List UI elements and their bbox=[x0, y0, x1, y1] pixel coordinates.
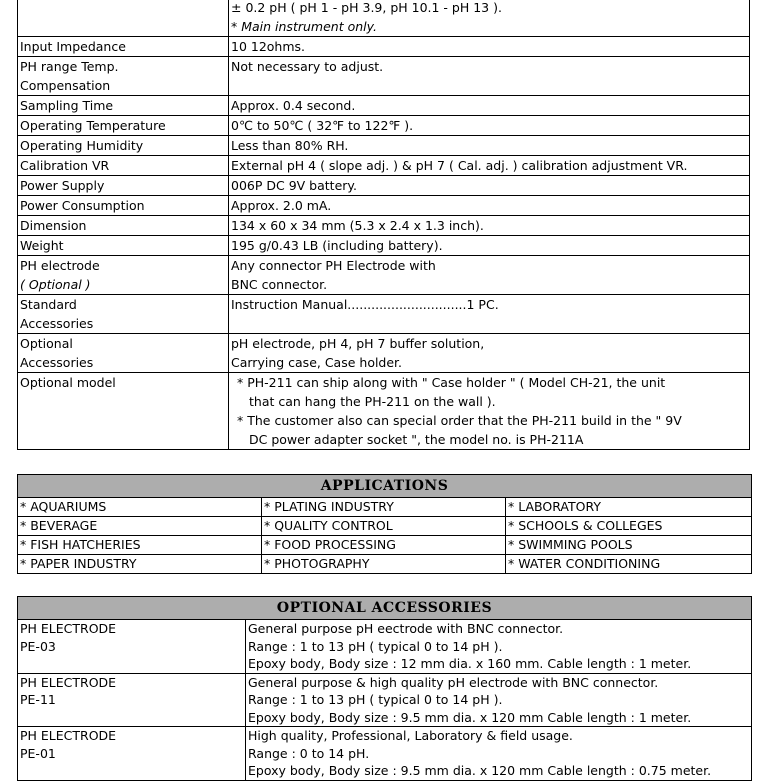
applications-grid bbox=[18, 498, 751, 573]
spec-label bbox=[18, 334, 229, 373]
spec-row-optional-model bbox=[18, 373, 750, 450]
application-item: * PLATING INDUSTRY bbox=[262, 498, 506, 517]
spec-label bbox=[18, 256, 229, 295]
spec-label-text: Compensation bbox=[20, 78, 111, 93]
spec-label-text: Standard bbox=[20, 297, 77, 312]
accessory-name: PH ELECTRODE bbox=[20, 621, 117, 636]
spec-label bbox=[18, 0, 229, 37]
spec-label-text: Accessories bbox=[20, 316, 94, 331]
application-item: * SWIMMING POOLS bbox=[506, 536, 751, 555]
spec-row-optional-accessories bbox=[18, 334, 750, 373]
spec-value: Approx. 2.0 mA. bbox=[229, 196, 750, 216]
spec-label: Input Impedance bbox=[18, 37, 229, 57]
spec-row-accuracy bbox=[18, 0, 750, 37]
spec-row bbox=[18, 37, 750, 57]
spec-value bbox=[229, 0, 750, 37]
accessory-desc-line: Range : 1 to 13 pH ( typical 0 to 14 pH ). bbox=[248, 692, 503, 707]
spec-label-text: PH range Temp. bbox=[20, 59, 119, 74]
specifications-table bbox=[17, 0, 750, 450]
plus-minus-symbol: ± bbox=[231, 0, 242, 15]
optional-accessories-section bbox=[17, 596, 752, 781]
spec-value: 10 12ohms. bbox=[229, 37, 750, 57]
spec-label: Power Consumption bbox=[18, 196, 229, 216]
spec-row bbox=[18, 96, 750, 116]
application-item: * QUALITY CONTROL bbox=[262, 517, 506, 536]
spec-row bbox=[18, 116, 750, 136]
spec-value-text: BNC connector. bbox=[231, 277, 328, 292]
accessory-desc-line: High quality, Professional, Laboratory & field usage. bbox=[248, 728, 573, 743]
accessory-desc-line: Epoxy body, Body size : 9.5 mm dia. x 120 mm Cable length : 1 meter. bbox=[248, 709, 692, 725]
spec-row bbox=[18, 196, 750, 216]
spec-row bbox=[18, 136, 750, 156]
spec-value: Not necessary to adjust. bbox=[229, 57, 750, 96]
accessory-name: PH ELECTRODE bbox=[20, 728, 117, 743]
spec-value: 006P DC 9V battery. bbox=[229, 176, 750, 196]
spec-row bbox=[18, 236, 750, 256]
spec-value bbox=[229, 373, 750, 450]
accessory-desc-line: Epoxy body, Body size : 9.5 mm dia. x 120 mm Cable length : 0.75 meter. bbox=[248, 763, 712, 778]
application-item: * PAPER INDUSTRY bbox=[18, 555, 262, 573]
spec-value bbox=[229, 334, 750, 373]
accessory-row bbox=[18, 727, 751, 781]
spec-label-text: Optional bbox=[20, 336, 73, 351]
spec-note: * Main instrument only. bbox=[231, 19, 378, 34]
spec-label: Weight bbox=[18, 236, 229, 256]
spec-value: Instruction Manual..............................1 PC. bbox=[229, 295, 750, 334]
spec-row bbox=[18, 216, 750, 236]
spec-value: 0℃ to 50℃ ( 32℉ to 122℉ ). bbox=[229, 116, 750, 136]
spec-row-standard bbox=[18, 295, 750, 334]
spec-label-text: PH electrode bbox=[20, 258, 100, 273]
spec-label bbox=[18, 57, 229, 96]
accessory-name: PH ELECTRODE bbox=[20, 674, 117, 690]
spec-value-text: that can hang the PH-211 on the wall ). bbox=[249, 394, 496, 409]
accessory-desc-line: General purpose & high quality pH electrode with BNC connector. bbox=[248, 674, 659, 690]
spec-value: Approx. 0.4 second. bbox=[229, 96, 750, 116]
application-item: * LABORATORY bbox=[506, 498, 751, 517]
accessory-desc-line: Epoxy body, Body size : 12 mm dia. x 160 mm. Cable length : 1 meter. bbox=[248, 656, 692, 671]
spec-value: 195 g/0.43 LB (including battery). bbox=[229, 236, 750, 256]
spec-value: 134 x 60 x 34 mm (5.3 x 2.4 x 1.3 inch). bbox=[229, 216, 750, 236]
spec-value: Less than 80% RH. bbox=[229, 136, 750, 156]
accessory-desc-cell bbox=[246, 673, 752, 727]
spec-label-text: ( Optional ) bbox=[20, 277, 91, 292]
optional-accessories-title: OPTIONAL ACCESSORIES bbox=[18, 597, 751, 620]
spec-label: Power Supply bbox=[18, 176, 229, 196]
spec-label: Sampling Time bbox=[18, 96, 229, 116]
spec-value-text: * PH-211 can ship along with " Case holder " ( Model CH-21, the unit bbox=[237, 375, 666, 390]
spec-label: Calibration VR bbox=[18, 156, 229, 176]
spec-value-text: DC power adapter socket ", the model no. is PH-211A bbox=[249, 432, 584, 447]
spec-label: Operating Temperature bbox=[18, 116, 229, 136]
accessories-table bbox=[18, 620, 751, 781]
spec-value: External pH 4 ( slope adj. ) & pH 7 ( Cal. adj. ) calibration adjustment VR. bbox=[229, 156, 750, 176]
application-item: * SCHOOLS & COLLEGES bbox=[506, 517, 751, 536]
accessory-model: PE-11 bbox=[20, 692, 56, 707]
accessory-row bbox=[18, 620, 751, 673]
spec-value-text bbox=[231, 0, 747, 17]
spec-value bbox=[229, 256, 750, 295]
application-item: * AQUARIUMS bbox=[18, 498, 262, 517]
spec-label: Dimension bbox=[18, 216, 229, 236]
accessory-name-cell bbox=[18, 727, 246, 781]
applications-section bbox=[17, 474, 752, 574]
accessory-desc-line: Range : 0 to 14 pH. bbox=[248, 745, 370, 761]
spec-row-electrode bbox=[18, 256, 750, 295]
spec-label: Operating Humidity bbox=[18, 136, 229, 156]
accessory-desc-line: Range : 1 to 13 pH ( typical 0 to 14 pH ). bbox=[248, 638, 503, 654]
application-item: * FISH HATCHERIES bbox=[18, 536, 262, 555]
applications-title: APPLICATIONS bbox=[18, 475, 751, 498]
accessory-name-cell bbox=[18, 620, 246, 673]
accessory-row bbox=[18, 673, 751, 727]
spec-value-text: Any connector PH Electrode with bbox=[231, 258, 436, 273]
application-item: * PHOTOGRAPHY bbox=[262, 555, 506, 573]
accessory-name-cell bbox=[18, 673, 246, 727]
accessory-desc-line: General purpose pH eectrode with BNC connector. bbox=[248, 621, 564, 636]
spec-value-line: 0.2 pH ( pH 1 - pH 3.9, pH 10.1 - pH 13 ). bbox=[241, 0, 502, 15]
spec-value-text: Carrying case, Case holder. bbox=[231, 355, 403, 370]
spec-label bbox=[18, 295, 229, 334]
accessory-model: PE-01 bbox=[20, 745, 56, 761]
accessory-desc-cell bbox=[246, 620, 752, 673]
spec-label-text: Accessories bbox=[20, 355, 94, 370]
application-item: * BEVERAGE bbox=[18, 517, 262, 536]
spec-label: Optional model bbox=[18, 373, 229, 450]
spec-row bbox=[18, 57, 750, 96]
accessory-model: PE-03 bbox=[20, 638, 56, 654]
spec-value-text: * The customer also can special order that the PH-211 build in the " 9V bbox=[237, 413, 682, 428]
application-item: * WATER CONDITIONING bbox=[508, 556, 661, 571]
spec-row bbox=[18, 176, 750, 196]
accessory-desc-cell bbox=[246, 727, 752, 781]
spec-row bbox=[18, 156, 750, 176]
application-item: * FOOD PROCESSING bbox=[262, 536, 506, 555]
spec-value-text: pH electrode, pH 4, pH 7 buffer solution, bbox=[231, 336, 485, 351]
